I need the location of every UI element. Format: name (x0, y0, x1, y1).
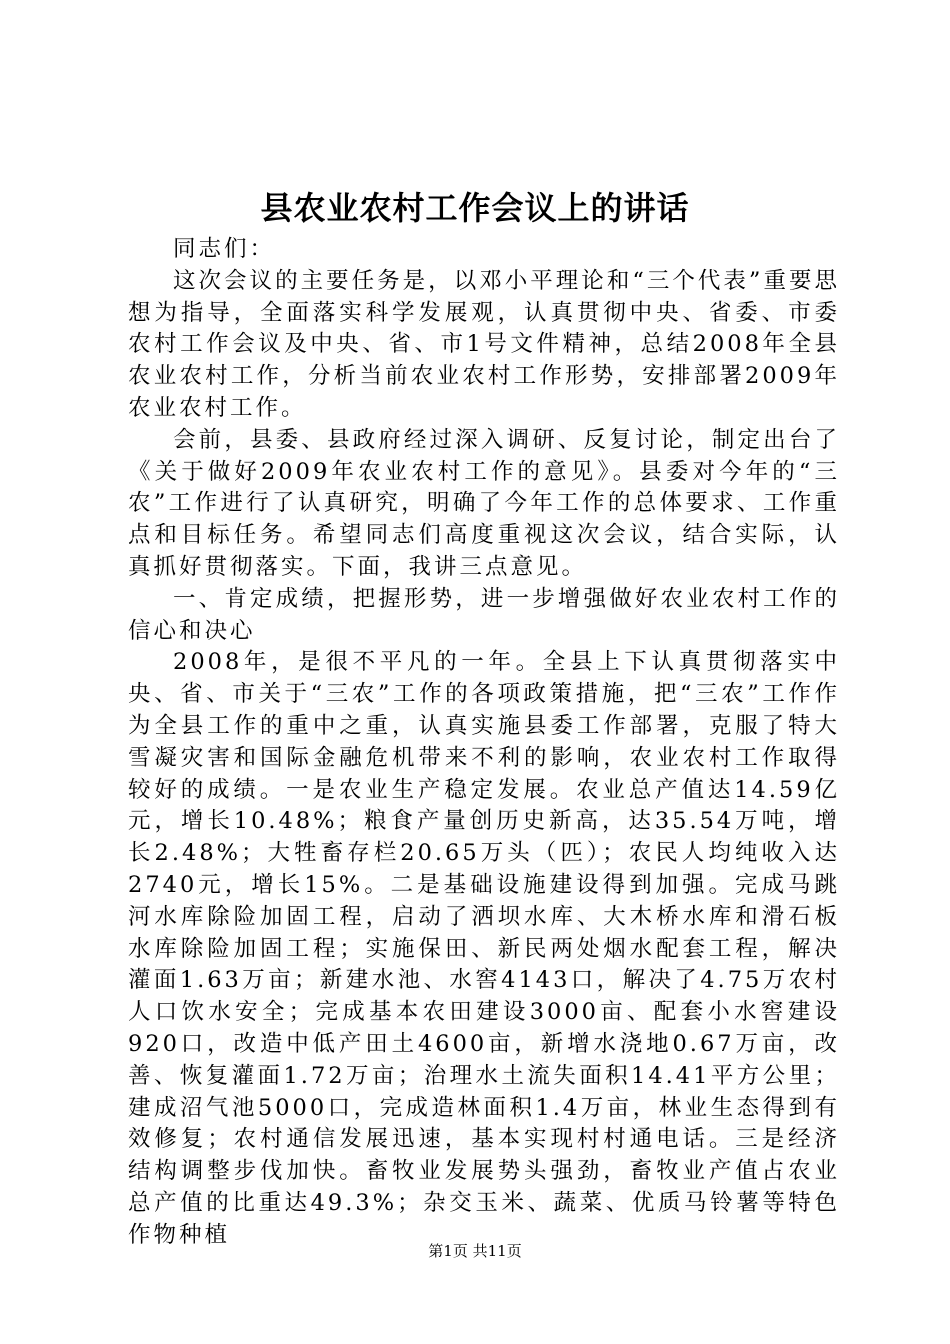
body-paragraph: 2008年，是很不平凡的一年。全县上下认真贯彻落实中央、省、市关于“三农”工作的各项政策措施，把“三农”工作作为全县工作的重中之重，认真实施县委工作部署，克服了特大雪凝灾害和国际金融危机带来不利的影响，农业农村工作取得较好的成绩。一是农业生产稳定发展。农业总产值达14.59亿元，增长10.48%；粮食产量创历史新高，达35.54万吨，增长2.48%；大牲畜存栏20.65万头（匹）；农民人均纯收入达2740元，增长15%。二是基础设施建设得到加强。完成马跳河水库除险加固工程，启动了洒坝水库、大木桥水库和滑石板水库除险加固工程；实施保田、新民两处烟水配套工程，解决灌面1.63万亩；新建水池、水窖4143口，解决了4.75万农村人口饮水安全；完成基本农田建设3000亩、配套小水窖建设920口，改造中低产田土4600亩，新增水浇地0.67万亩，改善、恢复灌面1.72万亩；治理水土流失面积14.41平方公里；建成沼气池5000口，完成造林面积1.4万亩，林业生态得到有效修复；农村通信发展迅速，基本实现村村通电话。三是经济结构调整步伐加快。畜牧业发展势头强劲，畜牧业产值占农业总产值的比重达49.3%；杂交玉米、蔬菜、优质马铃薯等特色作物种植 (128, 649, 840, 1248)
document-body (128, 234, 840, 1252)
salutation-paragraph: 同志们： (173, 236, 276, 262)
section-heading: 一、肯定成绩，把握形势，进一步增强做好农业农村工作的信心和决心 (128, 585, 840, 644)
body-paragraph: 这次会议的主要任务是，以邓小平理论和“三个代表”重要思想为指导，全面落实科学发展观，认真贯彻中央、省委、市委农村工作会议及中央、省、市1号文件精神，总结2008年全县农业农村工作，分析当前农业农村工作形势，安排部署2009年农业农村工作。 (128, 267, 840, 421)
document-title: 县农业农村工作会议上的讲话 (260, 189, 690, 227)
body-paragraph: 会前，县委、县政府经过深入调研、反复讨论，制定出台了《关于做好2009年农业农村工作的意见》。县委对今年的“三农”工作进行了认真研究，明确了今年工作的总体要求、工作重点和目标任务。希望同志们高度重视这次会议，结合实际，认真抓好贯彻落实。下面，我讲三点意见。 (128, 426, 840, 580)
page-footer: 第1页 共11页 (428, 1242, 522, 1260)
